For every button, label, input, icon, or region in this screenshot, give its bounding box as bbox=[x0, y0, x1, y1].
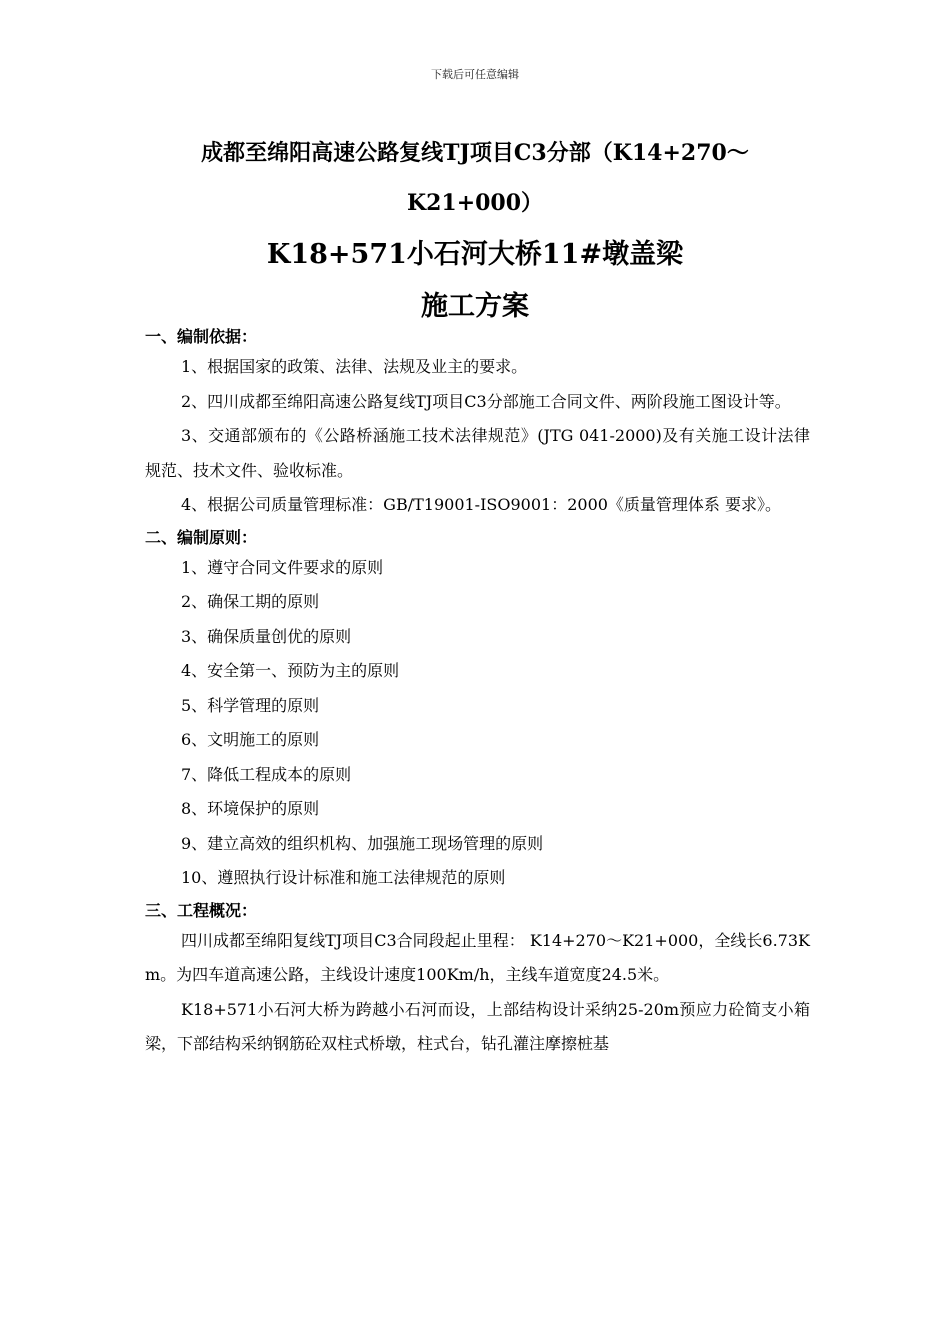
document-body bbox=[145, 324, 810, 1062]
header-note: 下载后可任意编辑 bbox=[431, 68, 519, 81]
principle-item: 2、确保工期的原则 bbox=[181, 592, 320, 611]
basis-paragraph: 4、根据公司质量管理标准：GB/T19001-ISO9001：2000《质量管理体系 要求》。 bbox=[181, 495, 782, 514]
overview-paragraph: K18+571小石河大桥为跨越小石河而设，上部结构设计采纳25-20m预应力砼简支小箱梁，下部结构采纳钢筋砼双柱式桥墩，柱式台，钻孔灌注摩擦桩基 bbox=[145, 999, 810, 1053]
title-line-4: 施工方案 bbox=[421, 291, 529, 322]
title-line-2: K21+000） bbox=[406, 190, 544, 216]
title-line-1: 成都至绵阳高速公路复线TJ项目C3分部（K14+270～ bbox=[201, 140, 749, 166]
principle-item: 3、确保质量创优的原则 bbox=[181, 626, 352, 646]
principle-item: 8、环境保护的原则 bbox=[181, 799, 320, 818]
section-heading-basis: 一、编制依据： bbox=[145, 327, 258, 346]
principle-item: 5、科学管理的原则 bbox=[181, 695, 320, 715]
basis-paragraph: 1、根据国家的政策、法律、法规及业主的要求。 bbox=[181, 357, 528, 376]
principle-item: 7、降低工程成本的原则 bbox=[181, 764, 352, 784]
principle-item: 6、文明施工的原则 bbox=[181, 730, 320, 749]
principle-item: 1、遵守合同文件要求的原则 bbox=[181, 557, 384, 577]
principle-item: 4、安全第一、预防为主的原则 bbox=[181, 661, 400, 680]
principle-item: 9、建立高效的组织机构、加强施工现场管理的原则 bbox=[181, 833, 544, 853]
principle-item: 10、遵照执行设计标准和施工法律规范的原则 bbox=[181, 868, 506, 887]
basis-paragraph: 3、交通部颁布的《公路桥涵施工技术法律规范》(JTG 041-2000)及有关施工设计法律规范、技术文件、验收标准。 bbox=[145, 426, 810, 480]
section-heading-overview: 三、工程概况： bbox=[145, 900, 258, 920]
section-heading-principles: 二、编制原则： bbox=[145, 527, 258, 547]
basis-paragraph: 2、四川成都至绵阳高速公路复线TJ项目C3分部施工合同文件、两阶段施工图设计等。 bbox=[181, 391, 791, 411]
title-line-3: K18+571小石河大桥11#墩盖梁 bbox=[266, 239, 684, 270]
overview-paragraph: 四川成都至绵阳复线TJ项目C3合同段起止里程： K14+270～K21+000，全线长6.73Km。为四车道高速公路，主线设计速度100Km/h，主线车道宽度24.5米。 bbox=[145, 930, 810, 984]
